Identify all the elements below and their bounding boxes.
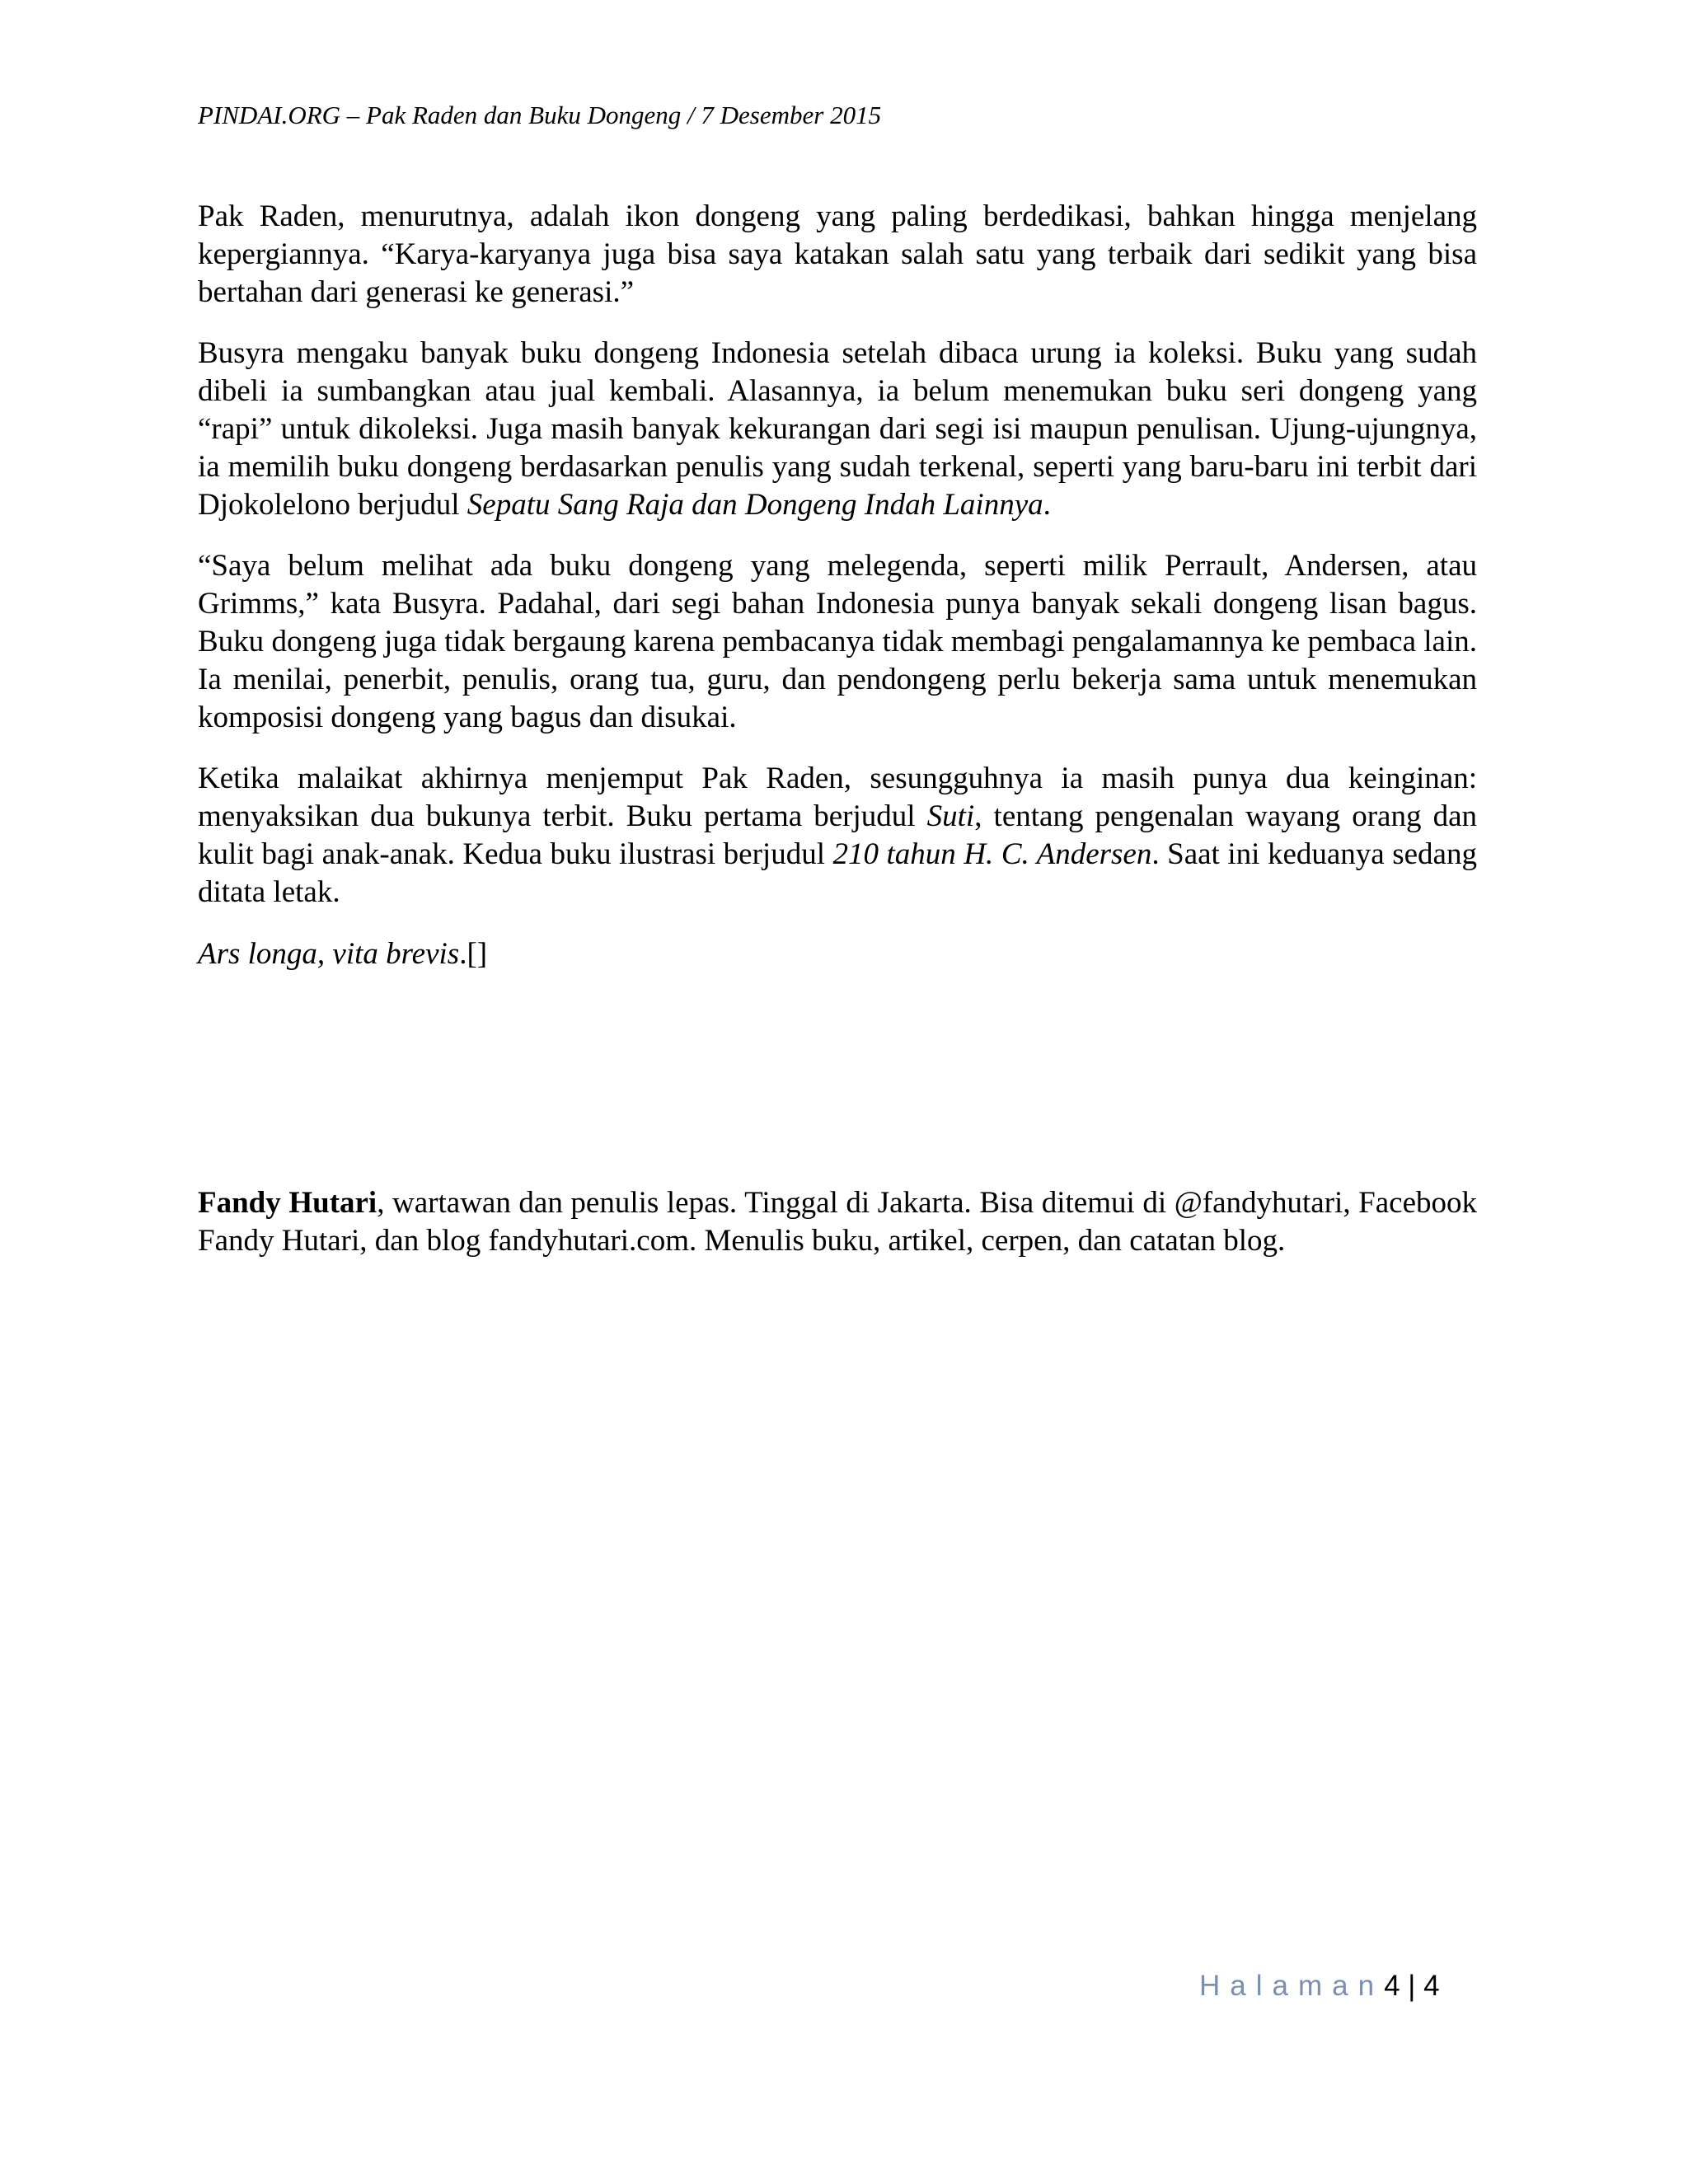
paragraph-1: Pak Raden, menurutnya, adalah ikon dongeng yang paling berdedikasi, bahkan hingga menjelang kepergiannya. “Karya-karyanya juga bisa saya katakan salah satu yang terbaik dari sedikit yang bisa bertahan dari generasi ke generasi.” [198, 199, 1477, 309]
author-bio [198, 1184, 1477, 1260]
book-title-suti: Suti [926, 799, 975, 834]
paragraph-4 [198, 760, 1477, 911]
closing-end-mark: .[] [459, 936, 488, 971]
paragraph-4-text-c: . Saat ini keduanya sedang ditata letak. [198, 837, 1477, 909]
page-footer [1199, 1968, 1440, 2004]
footer-page-current: 4 [1384, 1970, 1400, 2002]
paragraph-3: “Saya belum melihat ada buku dongeng yang melegenda, seperti milik Perrault, Andersen, atau Grimms,” kata Busyra. Padahal, dari segi bahan Indonesia punya banyak sekali dongeng lisan bagus. Buku dongeng juga tidak bergaung karena pembacanya tidak membagi pengalamannya ke pembaca lain. Ia menilai, penerbit, penulis, orang tua, guru, dan pendongeng perlu bekerja sama untuk menemukan komposisi dongeng yang bagus dan disukai. [198, 549, 1477, 734]
book-title-sepatu: Sepatu Sang Raja dan Dongeng Indah Lainnya [467, 487, 1043, 522]
paragraph-4-text-a: Ketika malaikat akhirnya menjemput Pak Raden, sesungguhnya ia masih punya dua keinginan: menyaksikan dua bukunya terbit. Buku pertama berjudul [198, 762, 1477, 834]
closing-line [198, 935, 1477, 973]
paragraph-2-end: . [1043, 487, 1051, 522]
paragraph-2-text: Busyra mengaku banyak buku dongeng Indonesia setelah dibaca urung ia koleksi. Buku yang sudah dibeli ia sumbangkan atau jual kembali. Alasannya, ia belum menemukan buku seri dongeng yang “rapi” untuk dikoleksi. Juga masih banyak kekurangan dari segi isi maupun penulisan. Ujung-ujungnya, ia memilih buku dongeng berdasarkan penulis yang sudah terkenal, seperti yang baru-baru ini terbit dari Djokolelono berjudul [198, 336, 1477, 522]
author-name: Fandy Hutari [198, 1186, 377, 1220]
footer-page-total: 4 [1423, 1970, 1440, 2002]
closing-latin-phrase: Ars longa, vita brevis [198, 936, 460, 971]
article-body [198, 198, 1477, 972]
footer-page-label: Halaman [1199, 1970, 1385, 2002]
book-title-andersen: 210 tahun H. C. Andersen [832, 837, 1152, 871]
running-header: PINDAI.ORG – Pak Raden dan Buku Dongeng / 7 Desember 2015 [198, 101, 882, 129]
author-bio-text: , wartawan dan penulis lepas. Tinggal di Jakarta. Bisa ditemui di @fandyhutari, Facebook Fandy Hutari, dan blog fandyhutari.com. Menulis buku, artikel, cerpen, dan catatan blog. [198, 1186, 1477, 1258]
footer-separator: | [1400, 1970, 1424, 2002]
paragraph-2 [198, 335, 1477, 523]
paragraph-4-text-b: , tentang pengenalan wayang orang dan kulit bagi anak-anak. Kedua buku ilustrasi berjudul [198, 799, 1477, 871]
